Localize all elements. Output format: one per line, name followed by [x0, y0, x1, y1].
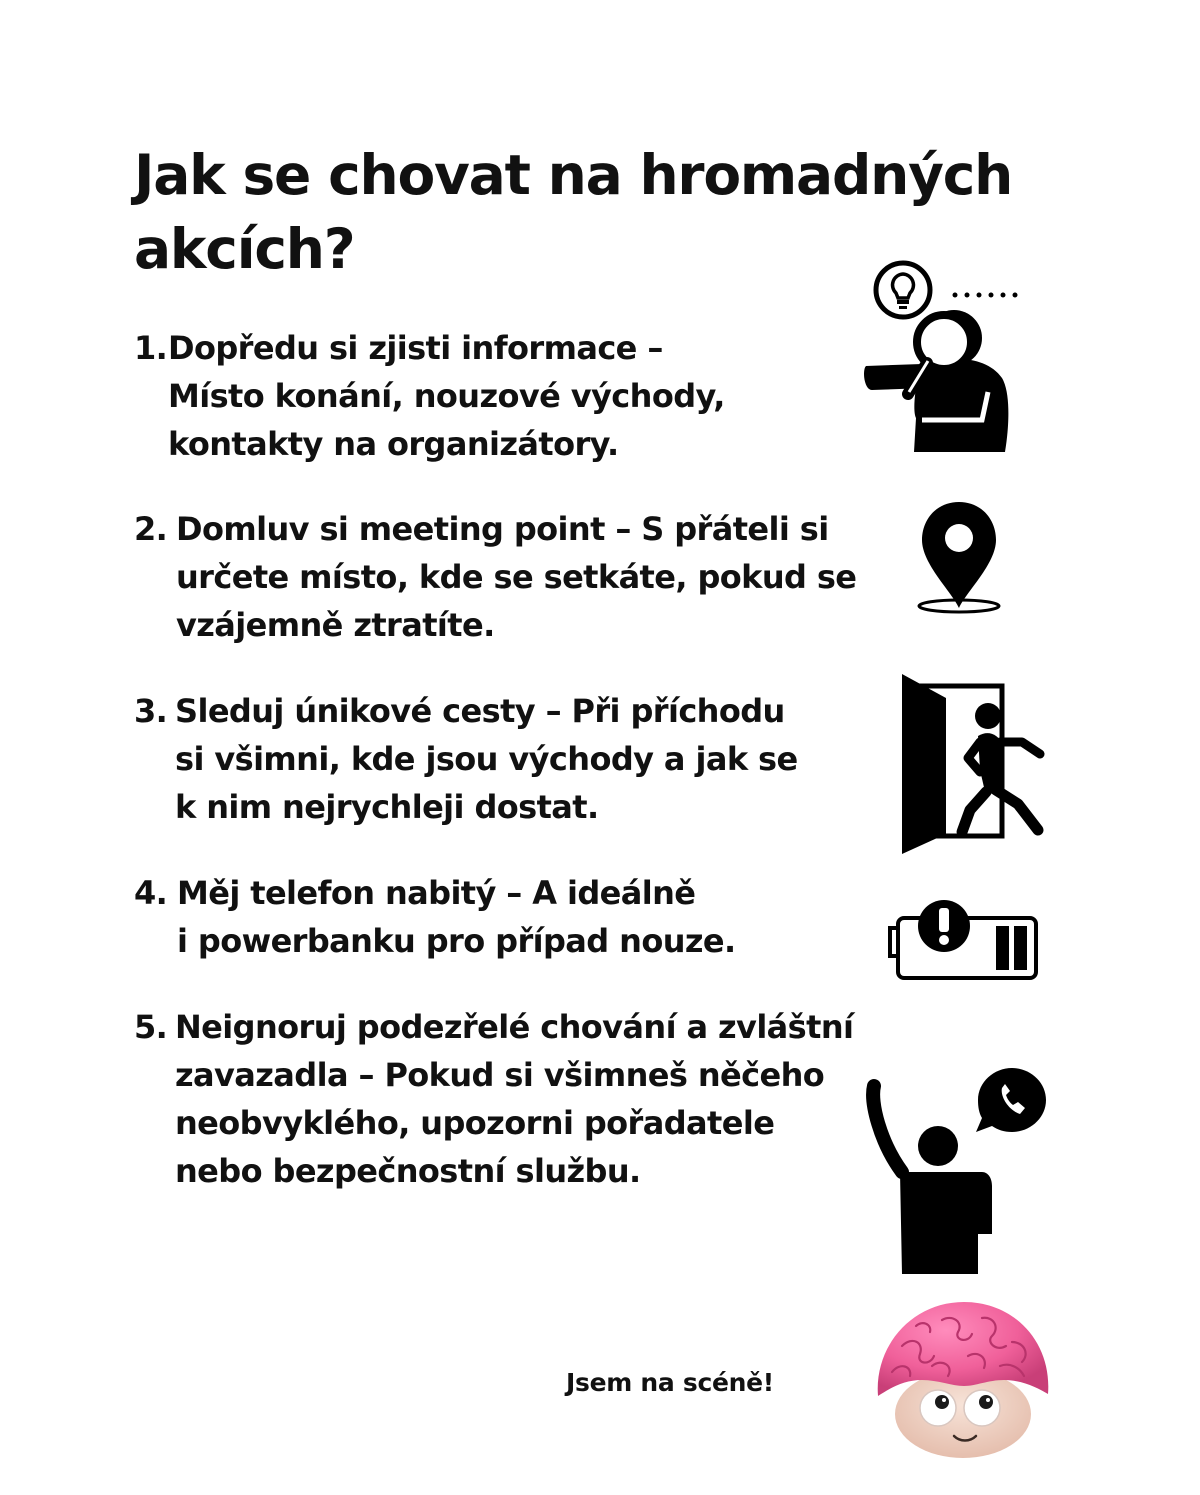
tip-line: kontakty na organizátory. [168, 425, 619, 463]
tip-text [168, 324, 725, 468]
tip-text [176, 505, 856, 649]
tip-line: Dopředu si zjisti informace – [168, 329, 663, 367]
tip-line: Místo konání, nouzové východy, [168, 377, 725, 415]
tip-line: Neignoruj podezřelé chování a zvláštní [175, 1008, 854, 1046]
tip-line: zavazadla – Pokud si všimneš něčeho [175, 1056, 825, 1094]
tip-number: 2. [134, 510, 168, 548]
tip-line: i powerbanku pro případ nouze. [177, 922, 736, 960]
tip-number: 5. [134, 1008, 168, 1046]
tip-item-3 [134, 687, 798, 831]
tip-item-5 [134, 1003, 853, 1195]
tip-line: nebo bezpečnostní službu. [175, 1152, 641, 1190]
tip-line: vzájemně ztratíte. [176, 606, 495, 644]
tip-number: 4. [134, 874, 168, 912]
tip-item-4 [134, 869, 736, 965]
tip-number: 1. [134, 329, 168, 367]
tip-item-2 [134, 505, 856, 649]
tip-line: Sleduj únikové cesty – Při příchodu [175, 692, 785, 730]
tip-text [175, 687, 798, 831]
low-battery-warning-icon [886, 898, 1042, 984]
title-line-1: Jak se chovat na hromadných [134, 143, 1013, 207]
tip-item-1 [134, 324, 725, 468]
person-calling-for-help-icon [862, 1062, 1052, 1277]
location-pin-icon [914, 500, 1004, 620]
tip-line: určete místo, kde se setkáte, pokud se [176, 558, 857, 596]
tip-line: Domluv si meeting point – S přáteli si [176, 510, 829, 548]
tip-text [177, 869, 736, 965]
title-line-2: akcích? [134, 217, 355, 281]
tip-line: si všimni, kde jsou východy a jak se [175, 740, 798, 778]
emergency-exit-icon [900, 672, 1060, 857]
tip-line: Měj telefon nabitý – A ideálně [177, 874, 696, 912]
tip-text [175, 1003, 853, 1195]
tip-line: neobvyklého, upozorni pořadatele [175, 1104, 775, 1142]
pink-brain-mascot-icon [872, 1296, 1054, 1462]
person-searching-magnifier-icon [862, 260, 1022, 460]
tip-number: 3. [134, 692, 168, 730]
brand-tagline: Jsem na scéně! [566, 1368, 774, 1397]
tip-line: k nim nejrychleji dostat. [175, 788, 599, 826]
